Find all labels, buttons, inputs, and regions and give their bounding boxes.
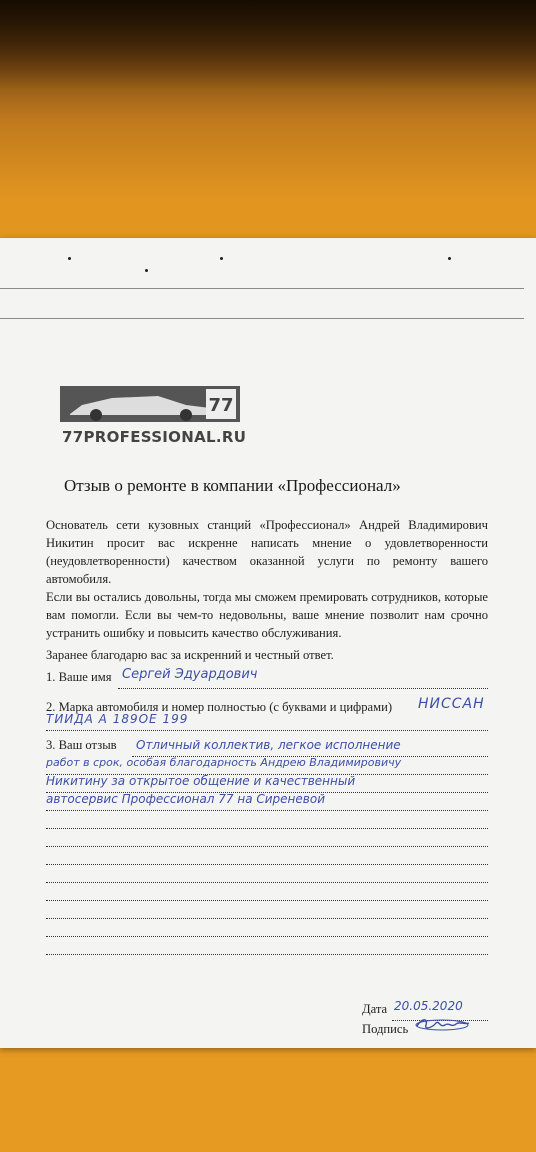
logo-badge: 77 [208,395,234,416]
paper-mark [220,257,223,260]
review-line [46,917,488,919]
feedback-form-sheet [0,238,536,1048]
question-review-label: 3. Ваш отзыв [46,738,117,752]
review-answer-line-2: работ в срок, особая благодарность Андрею Владимировичу [46,756,402,769]
background-shadow [0,0,536,90]
review-line [46,935,488,937]
review-line [46,827,488,829]
question-car-label: 2. Марка автомобиля и номер полностью (с буквами и цифрами) [46,700,393,714]
form-title: Отзыв о ремонте в компании «Профессионал» [64,476,401,495]
name-answer: Сергей Эдуардович [122,667,258,682]
car-answer-line [46,729,488,731]
review-line [46,953,488,955]
car-plate-answer: ТИИДА А 189ОЕ 199 [46,712,189,726]
review-answer-line-3: Никитину за открытое общение и качественный [46,774,356,788]
sheet-fold-line [0,318,524,319]
handwritten-signature [414,1016,472,1032]
review-answer-line-1: Отличный коллектив, легкое исполнение [136,738,401,752]
signature-label: Подпись [362,1022,409,1036]
question-name-label: 1. Ваше имя [46,670,112,684]
review-line [46,845,488,847]
paper-mark [145,269,148,272]
review-answer-line-4: автосервис Профессионал 77 на Сиреневой [46,792,325,806]
paper-mark [68,257,71,260]
thanks-text: Заранее благодарю вас за искренний и честный ответ. [46,648,334,662]
review-line [46,863,488,865]
date-answer: 20.05.2020 [394,999,463,1013]
review-line [46,881,488,883]
name-answer-line [118,687,488,689]
date-label: Дата [362,1002,388,1016]
sheet-fold-line [0,288,524,289]
review-line [46,809,488,811]
motivation-paragraph: Если вы остались довольны, тогда мы сможем премировать сотрудников, которые вам помогли. Если вы чем-то недовольны, ваше мнение позволит нам срочно устранить ошибку и повысить качество обслуживания. [46,590,488,640]
paper-mark [448,257,451,260]
logo-text: 77PROFESSIONAL.RU [62,428,247,446]
car-make-answer: НИССАН [418,696,485,712]
intro-paragraph: Основатель сети кузовных станций «Профессионал» Андрей Владимирович Никитин просит вас искренне написать мнение о удовлетворенности (неудовлетворенности) качеством оказанной услуги по ремонту вашего автомобиля. [46,518,488,586]
review-line [46,899,488,901]
